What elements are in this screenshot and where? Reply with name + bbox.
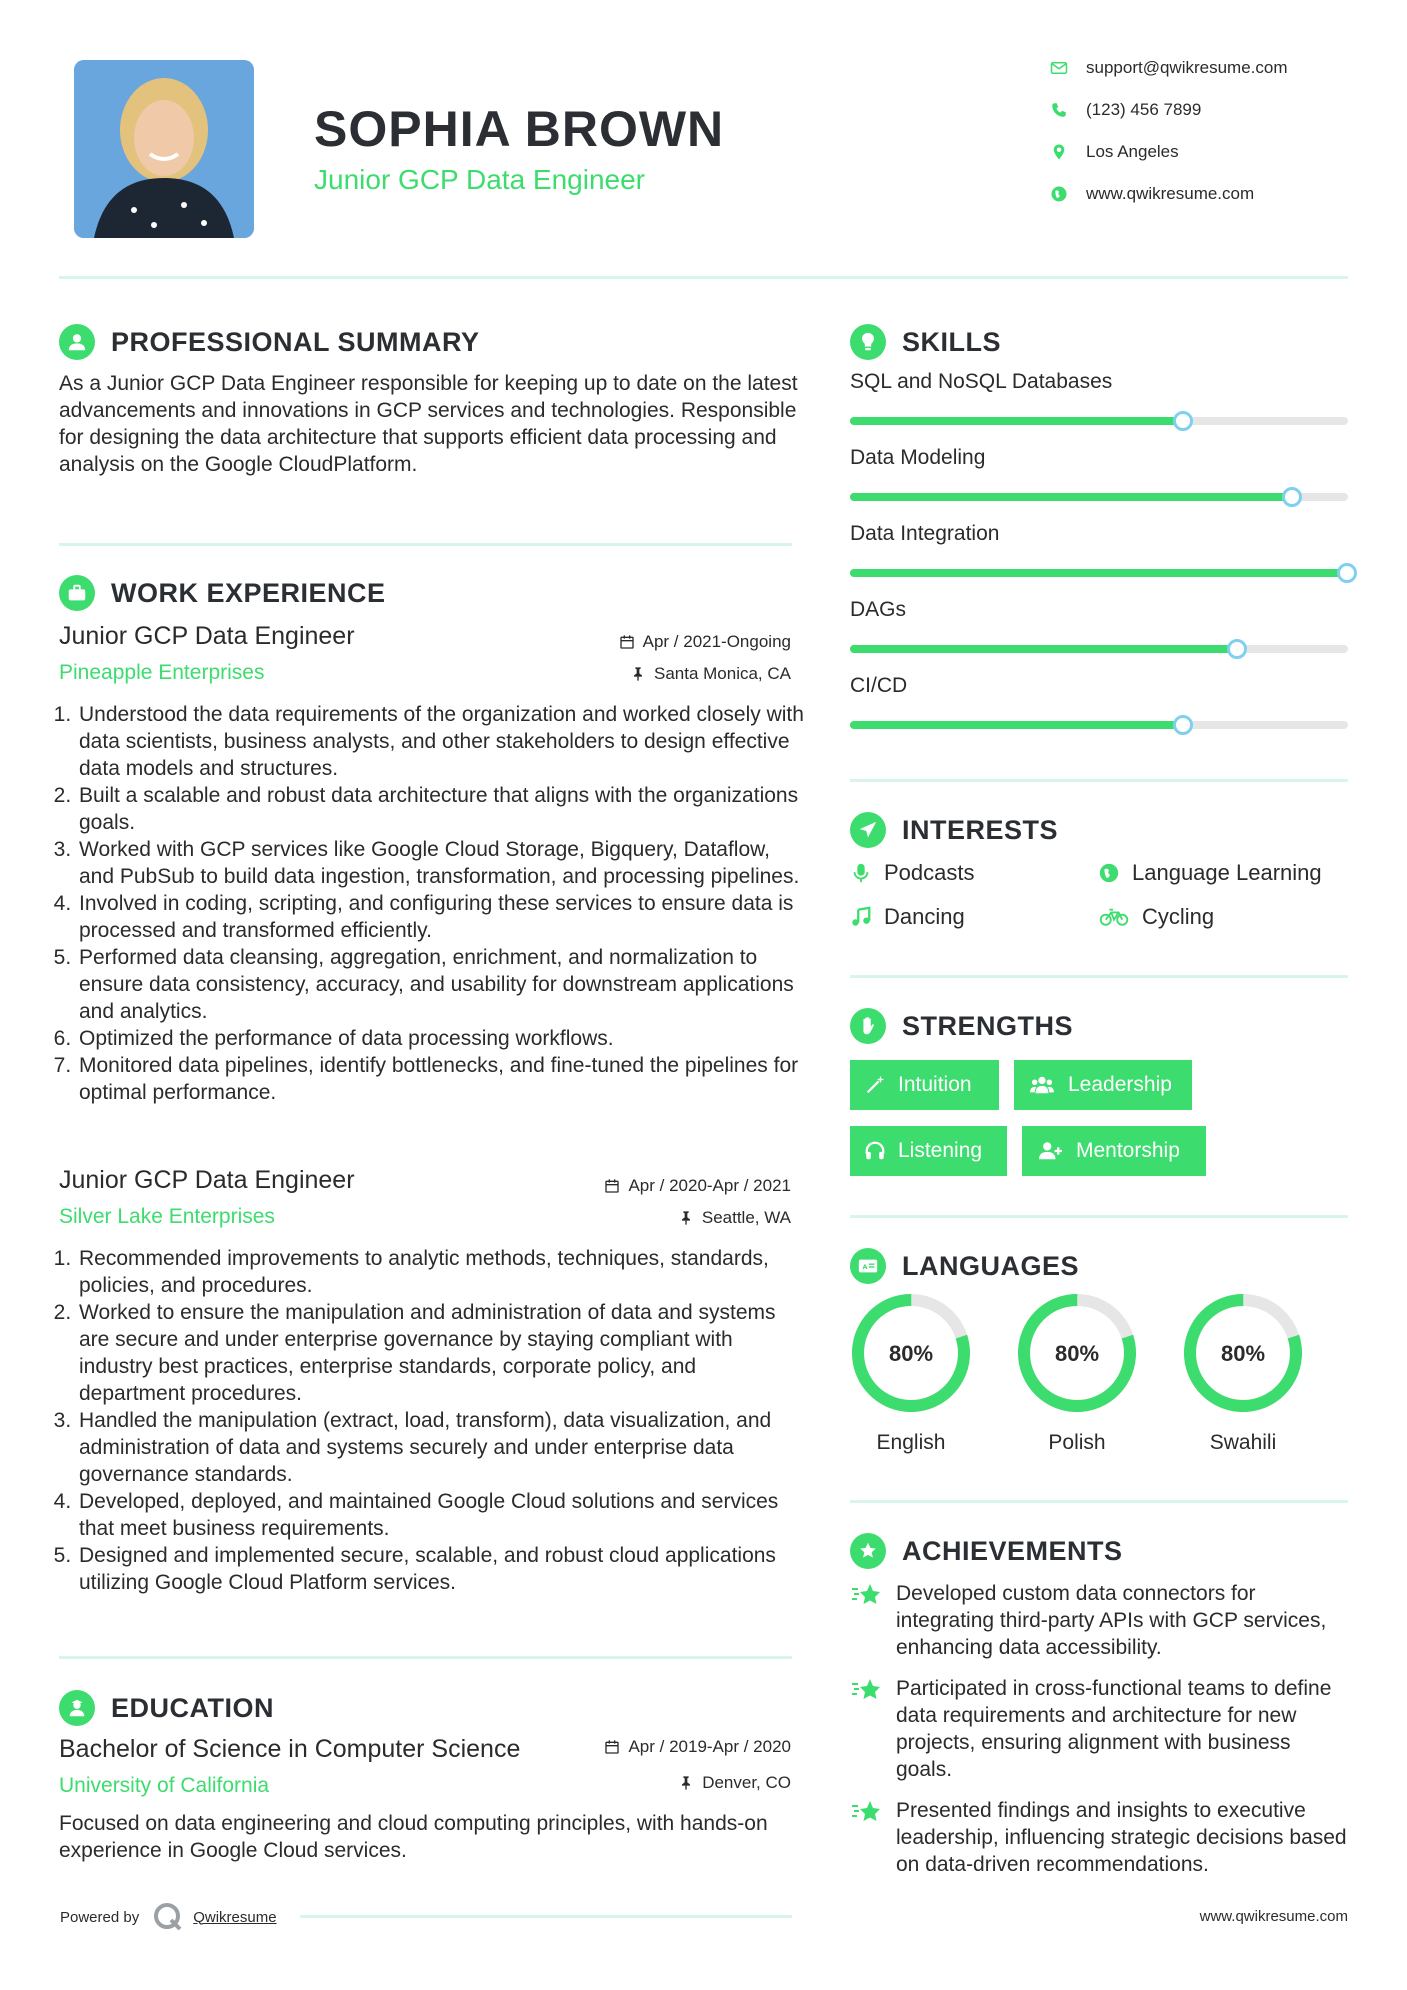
headphones-icon [864, 1140, 886, 1162]
languages-divider [850, 1500, 1348, 1503]
skill-bar-track [850, 417, 1348, 425]
star-badge-icon [850, 1533, 886, 1569]
duty-item: 2. Worked to ensure the manipulation and administration of data and systems are secure and under enterprise governance by staying compliant with industry best practices, enterprise standards, corporate policy, and department procedures. [77, 1299, 804, 1407]
lightbulb-icon [850, 324, 886, 360]
star-trophy-icon [850, 1677, 882, 1705]
summary-divider [59, 543, 792, 546]
duty-item: 1. Recommended improvements to analytic methods, techniques, standards, policies, and procedures. [77, 1245, 804, 1299]
language-polish [1014, 1290, 1140, 1455]
calendar-icon [604, 1178, 620, 1194]
pushpin-icon [630, 666, 646, 682]
language-percent: 80% [1220, 1341, 1266, 1366]
education-location: Denver, CO [678, 1773, 791, 1793]
education-heading: EDUCATION [59, 1690, 274, 1726]
strength-listening: Listening [850, 1126, 1007, 1176]
footer-site[interactable]: www.qwikresume.com [1199, 1908, 1348, 1925]
email-icon [1050, 59, 1068, 77]
pushpin-icon [678, 1210, 694, 1226]
skill-bar-fill [850, 569, 1348, 577]
contact-location: Los Angeles [1050, 142, 1179, 162]
achievements-heading: ACHIEVEMENTS [850, 1533, 1123, 1569]
duty-item: 5. Performed data cleansing, aggregation, enrichment, and normalization to ensure data consistency, accuracy, and usability for downstream applications and analytics. [77, 944, 804, 1025]
contact-website: www.qwikresume.com [1050, 184, 1254, 204]
music-note-icon [850, 906, 872, 928]
duty-item: 1. Understood the data requirements of the organization and worked closely with data scientists, business analysts, and other stakeholders to design effective data models and structures. [77, 701, 804, 782]
education-dates: Apr / 2019-Apr / 2020 [604, 1737, 791, 1757]
achievement-text: Presented findings and insights to executive leadership, influencing strategic decisions based on data-driven recommendations. [896, 1799, 1347, 1876]
strength-intuition: Intuition [850, 1060, 999, 1110]
language-name: Swahili [1209, 1431, 1277, 1454]
user-plus-icon [1036, 1140, 1064, 1162]
skill-bar-knob [1282, 487, 1302, 507]
interest-language-learning: Language Learning [1098, 860, 1322, 886]
microphone-icon [850, 862, 872, 884]
skill-bar-fill [850, 493, 1293, 501]
skill-bar-fill [850, 645, 1238, 653]
language-ring [848, 1290, 974, 1416]
language-percent: 80% [888, 1341, 934, 1366]
language-name: English [876, 1431, 946, 1454]
duty-item: 3. Handled the manipulation (extract, load, transform), data visualization, and administration of data and systems securely and under enterprise data governance standards. [77, 1407, 804, 1488]
skill-name: CI/CD [850, 674, 908, 697]
skill-name: SQL and NoSQL Databases [850, 370, 1113, 393]
skills-heading: SKILLS [850, 324, 1001, 360]
footer-divider [300, 1915, 792, 1918]
duty-item: 4. Involved in coding, scripting, and configuring these services to ensure data is processed and transformed efficiently. [77, 890, 804, 944]
portrait-image [74, 60, 254, 238]
duty-item: 3. Worked with GCP services like Google Cloud Storage, Bigquery, Dataflow, and PubSub to build data ingestion, transformation, and processing pipelines. [77, 836, 804, 890]
job-2-location: Seattle, WA [678, 1208, 791, 1228]
star-trophy-icon [850, 1582, 882, 1610]
hand-icon [850, 1008, 886, 1044]
interest-cycling: Cycling [1098, 904, 1214, 930]
bicycle-icon [1098, 906, 1130, 928]
language-ring [1180, 1290, 1306, 1416]
job-1-dates: Apr / 2021-Ongoing [619, 632, 791, 652]
education-degree: Bachelor of Science in Computer Science [59, 1735, 521, 1763]
language-english [848, 1290, 974, 1455]
skill-name: DAGs [850, 598, 907, 621]
skill-bar-fill [850, 721, 1184, 729]
strengths-divider [850, 1215, 1348, 1218]
skill-name: Data Modeling [850, 446, 986, 469]
achievement-item [850, 1675, 1348, 1783]
education-school: University of California [59, 1774, 270, 1797]
skill-bar-knob [1227, 639, 1247, 659]
summary-heading: PROFESSIONAL SUMMARY [59, 324, 480, 360]
skill-bar-knob [1173, 715, 1193, 735]
strengths-heading: STRENGTHS [850, 1008, 1073, 1044]
duty-item: 2. Built a scalable and robust data architecture that aligns with the organizations goals. [77, 782, 804, 836]
skill-bar-fill [850, 417, 1184, 425]
star-trophy-icon [850, 1799, 882, 1827]
users-icon [1028, 1074, 1056, 1096]
profile-photo [74, 60, 254, 238]
job-1-duties [59, 701, 804, 1106]
skill-bar-track [850, 493, 1348, 501]
strength-leadership: Leadership [1014, 1060, 1192, 1110]
candidate-name: SOPHIA BROWN [314, 101, 725, 157]
user-icon [59, 324, 95, 360]
interest-dancing: Dancing [850, 904, 965, 930]
svg-text:A: A [862, 1262, 868, 1271]
interests-divider [850, 975, 1348, 978]
achievement-text: Participated in cross-functional teams to define data requirements and architecture for new projects, ensuring alignment with business goals. [896, 1677, 1332, 1781]
language-swahili [1180, 1290, 1306, 1455]
header-divider [59, 276, 1348, 279]
qwikresume-link[interactable]: Qwikresume [193, 1908, 277, 1926]
qwikresume-logo-icon [151, 1900, 185, 1934]
skill-bar-track [850, 721, 1348, 729]
job-2-role: Junior GCP Data Engineer [59, 1166, 355, 1194]
job-2-duties [59, 1245, 804, 1596]
language-name: Polish [1048, 1431, 1106, 1454]
experience-heading: WORK EXPERIENCE [59, 575, 386, 611]
achievement-item [850, 1797, 1348, 1878]
pushpin-icon [678, 1775, 694, 1791]
globe-icon [1050, 185, 1068, 203]
duty-item: 4. Developed, deployed, and maintained Google Cloud solutions and services that meet business requirements. [77, 1488, 804, 1542]
paper-plane-icon [850, 812, 886, 848]
calendar-icon [604, 1739, 620, 1755]
calendar-icon [619, 634, 635, 650]
duty-item: 6. Optimized the performance of data processing workflows. [77, 1025, 804, 1052]
interests-heading: INTERESTS [850, 812, 1058, 848]
job-1-company: Pineapple Enterprises [59, 661, 265, 684]
skill-name: Data Integration [850, 522, 1000, 545]
strength-mentorship: Mentorship [1022, 1126, 1206, 1176]
job-1-role: Junior GCP Data Engineer [59, 622, 355, 650]
briefcase-icon [59, 575, 95, 611]
languages-heading: A LANGUAGES [850, 1248, 1079, 1284]
skill-bar-knob [1337, 563, 1357, 583]
language-card-icon [850, 1248, 886, 1284]
skill-bar-track [850, 569, 1348, 577]
achievements-list [850, 1580, 1348, 1892]
globe-icon [1098, 862, 1120, 884]
contact-phone: (123) 456 7899 [1050, 100, 1201, 120]
skills-divider [850, 779, 1348, 782]
experience-divider [59, 1656, 792, 1659]
job-1-location: Santa Monica, CA [630, 664, 791, 684]
duty-item: 7. Monitored data pipelines, identify bottlenecks, and fine-tuned the pipelines for optimal performance. [77, 1052, 804, 1106]
summary-text: As a Junior GCP Data Engineer responsible for keeping up to date on the latest advancements and innovations in GCP services and technologies. Responsible for designing the data architecture that supports efficient data processing and analysis on the Google CloudPlatform. [59, 372, 798, 476]
job-2-dates: Apr / 2020-Apr / 2021 [604, 1176, 791, 1196]
contact-email: support@qwikresume.com [1050, 58, 1288, 78]
job-2-company: Silver Lake Enterprises [59, 1205, 275, 1228]
magic-wand-icon [864, 1074, 886, 1096]
location-pin-icon [1050, 143, 1068, 161]
skill-bar-track [850, 645, 1348, 653]
duty-item: 5. Designed and implemented secure, scalable, and robust cloud applications utilizing Google Cloud Platform services. [77, 1542, 804, 1596]
skill-bar-knob [1173, 411, 1193, 431]
language-ring [1014, 1290, 1140, 1416]
phone-icon [1050, 101, 1068, 119]
graduate-icon [59, 1690, 95, 1726]
education-text: Focused on data engineering and cloud computing principles, with hands-on experience in Google Cloud services. [59, 1812, 768, 1862]
language-percent: 80% [1054, 1341, 1100, 1366]
achievement-text: Developed custom data connectors for integrating third-party APIs with GCP services, enhancing data accessibility. [896, 1582, 1327, 1659]
candidate-title: Junior GCP Data Engineer [314, 164, 645, 195]
interest-podcasts: Podcasts [850, 860, 975, 886]
achievement-item [850, 1580, 1348, 1661]
powered-by: Powered by Qwikresume [60, 1900, 277, 1934]
